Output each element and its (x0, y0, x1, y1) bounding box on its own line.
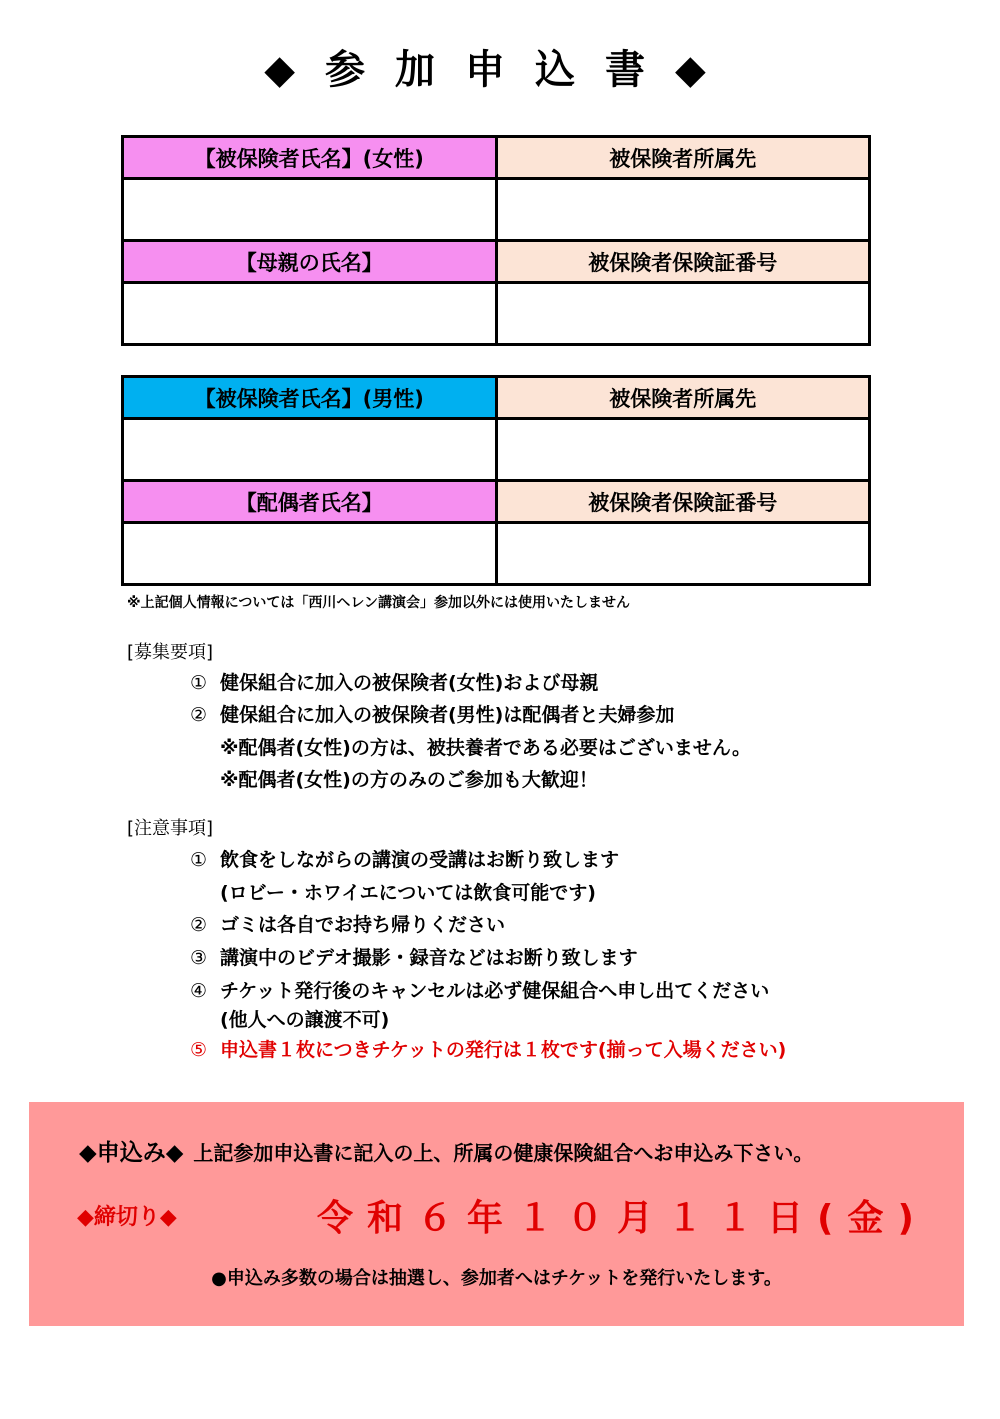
female-affiliation-label: 被保険者所属先 (496, 137, 870, 179)
caution-item (190, 943, 638, 970)
male-affiliation-field[interactable] (496, 419, 870, 481)
caution-item (190, 845, 619, 872)
female-affiliation-field[interactable] (496, 179, 870, 241)
item-number: ① (190, 849, 208, 871)
item-number: ② (190, 914, 208, 936)
item-text: 講演中のビデオ撮影・録音などはお断り致します (220, 947, 638, 969)
item-number: ① (190, 672, 208, 694)
male-insurance-label: 被保険者保険証番号 (496, 481, 870, 523)
caution-heading: [注意事項] (127, 818, 214, 839)
male-name-field[interactable] (123, 419, 497, 481)
spouse-name-field[interactable] (123, 523, 497, 585)
recruitment-item (190, 668, 598, 695)
spouse-name-label: 【配偶者氏名】 (123, 481, 497, 523)
application-label: ◆申込み◆ (79, 1140, 184, 1166)
caution-subnote: (ロビー・ホワイエについては飲食可能です) (220, 882, 596, 904)
recruitment-note: ※配偶者(女性)の方のみのご参加も大歓迎！ (220, 769, 598, 791)
item-number: ⑤ (190, 1039, 208, 1061)
deadline-label: ◆締切り◆ (77, 1205, 177, 1230)
page-title: ◆参加申込書◆ (264, 47, 736, 93)
application-info-box (29, 1102, 964, 1326)
deadline-date: 令和６年１０月１１日(金) (317, 1198, 928, 1239)
male-insurance-field[interactable] (496, 523, 870, 585)
recruitment-heading: [募集要項] (127, 642, 214, 663)
item-text: 健保組合に加入の被保険者(男性)は配偶者と夫婦参加 (220, 704, 675, 726)
male-affiliation-label: 被保険者所属先 (496, 377, 870, 419)
application-instruction (79, 1134, 813, 1167)
item-number: ③ (190, 947, 208, 969)
lottery-note: ●申込み多数の場合は抽選し、参加者へはチケットを発行いたします。 (211, 1268, 782, 1289)
male-application-form (121, 375, 871, 586)
female-name-label: 【被保険者氏名】(女性) (123, 137, 497, 179)
item-number: ② (190, 704, 208, 726)
mother-name-label: 【母親の氏名】 (123, 241, 497, 283)
item-text: チケット発行後のキャンセルは必ず健保組合へ申し出てください (220, 980, 770, 1002)
caution-subnote: (他人への譲渡不可) (220, 1009, 390, 1031)
female-name-field[interactable] (123, 179, 497, 241)
mother-name-field[interactable] (123, 283, 497, 345)
male-name-label: 【被保険者氏名】(男性) (123, 377, 497, 419)
caution-item (190, 910, 505, 937)
caution-item (190, 976, 769, 1003)
item-text: 健保組合に加入の被保険者(女性)および母親 (220, 672, 599, 694)
privacy-note: ※上記個人情報については「西川ヘレン講演会」参加以外には使用いたしません (127, 595, 630, 611)
female-insurance-field[interactable] (496, 283, 870, 345)
item-number: ④ (190, 980, 208, 1002)
item-text: 飲食をしながらの講演の受講はお断り致します (220, 849, 620, 871)
female-insurance-label: 被保険者保険証番号 (496, 241, 870, 283)
recruitment-note: ※配偶者(女性)の方は、被扶養者である必要はございません。 (220, 737, 751, 759)
item-text: ゴミは各自でお持ち帰りください (220, 914, 506, 936)
caution-item-highlight (190, 1035, 786, 1062)
recruitment-item (190, 700, 674, 727)
female-application-form (121, 135, 871, 346)
item-text: 申込書１枚につきチケットの発行は１枚です(揃って入場ください) (220, 1039, 787, 1061)
application-text: 上記参加申込書に記入の上、所属の健康保険組合へお申込み下さい。 (193, 1141, 814, 1165)
